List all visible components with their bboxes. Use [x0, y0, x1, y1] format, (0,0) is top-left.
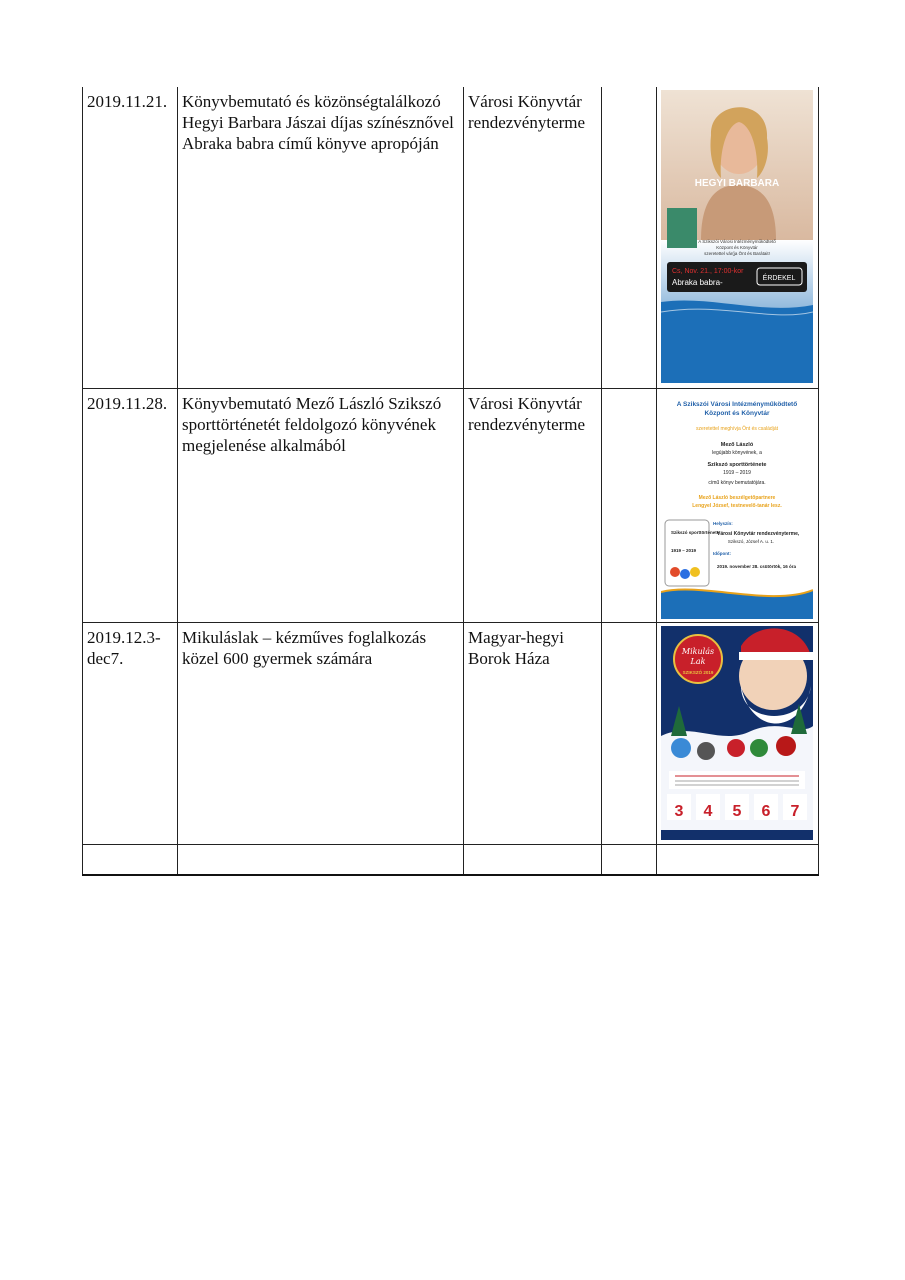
event-date: 2019.12.3-dec7.: [83, 623, 178, 845]
poster-button: ÉRDEKEL: [762, 275, 796, 282]
poster-sporttortenet: [661, 392, 813, 619]
poster-day: 5: [732, 803, 742, 820]
poster-day: 3: [674, 803, 684, 820]
event-date: [83, 845, 178, 876]
event-date: 2019.11.28.: [83, 389, 178, 623]
event-date: 2019.11.21.: [83, 87, 178, 389]
event-place: [464, 845, 602, 876]
poster-presentation: című könyv bemutatójára.: [708, 480, 766, 486]
poster-time-label: Időpont:: [713, 551, 731, 556]
poster-event-date: Cs, Nov. 21., 17:00-kor: [672, 268, 744, 275]
poster-day: 4: [703, 803, 713, 820]
poster-heading2: Központ és Könyvtár: [704, 410, 770, 417]
event-extra: [602, 87, 657, 389]
event-description: Mikuláslak – kézműves foglalkozás közel 600 gyermek számára: [178, 623, 464, 845]
poster-author: Mező László: [720, 442, 754, 448]
poster-author2: legújabb könyvének, a: [712, 450, 762, 456]
poster-cover-years: 1919 – 2019: [671, 548, 697, 553]
poster-book: Szikszó sporttörténete: [707, 462, 767, 468]
poster-cell: [657, 389, 819, 623]
poster-cell: [657, 87, 819, 389]
table-row: [83, 87, 819, 389]
table-row: [83, 389, 819, 623]
poster-mikulaslak: [661, 626, 813, 840]
poster-time: 2019. november 28. csütörtök, 16 óra: [717, 564, 797, 569]
event-description: [178, 845, 464, 876]
poster-cell: [657, 845, 819, 876]
event-description: Könyvbemutató Mező László Szikszó sporttörténetét feldolgozó könyvének megjelenése alkalmából: [178, 389, 464, 623]
poster-hegyi-barbara: [661, 90, 813, 383]
poster-venue-label: Helyszín:: [713, 521, 733, 526]
poster-line1: A Szikszói Városi Intézményműködtető: [698, 239, 776, 244]
poster-partner2: Lengyel József, testnevelő-tanár lesz.: [692, 503, 782, 509]
poster-cover-title: Szikszó sporttörténete: [671, 530, 720, 535]
event-extra: [602, 389, 657, 623]
event-place: Városi Könyvtár rendezvényterme: [464, 87, 602, 389]
poster-logo1: Mikulás: [681, 647, 715, 656]
poster-cell: [657, 623, 819, 845]
poster-event-name: Abraka babra-: [672, 278, 723, 287]
poster-heading1: A Szikszói Városi Intézményműködtető: [676, 401, 798, 408]
event-extra: [602, 623, 657, 845]
events-table: [82, 87, 819, 876]
event-extra: [602, 845, 657, 876]
event-description: Könyvbemutató és közönségtalálkozó Hegyi Barbara Jászai díjas színésznővel Abraka babra című könyve apropóján: [178, 87, 464, 389]
poster-address: Szikszó, József A. u. 1.: [727, 539, 775, 544]
event-place: Városi Könyvtár rendezvényterme: [464, 389, 602, 623]
poster-years: 1919 – 2019: [723, 470, 751, 476]
poster-days: [667, 794, 807, 820]
poster-line3: szeretettel vár(ja Önt és Barátait!: [704, 251, 770, 256]
poster-logo2: Lak: [690, 657, 706, 666]
poster-venue: Városi Könyvtár rendezvényterme,: [717, 531, 800, 537]
poster-logo3: SZIKSZÓ 2019: [682, 670, 714, 675]
poster-day: 7: [790, 803, 800, 820]
table-row: [83, 845, 819, 876]
poster-invite: szeretettel meghívja Önt és családját: [696, 426, 778, 432]
poster-partner1: Mező László beszélgetőpartnere: [698, 495, 776, 501]
event-place: Magyar-hegyi Borok Háza: [464, 623, 602, 845]
poster-line2: Központ és Könyvtár: [716, 245, 758, 250]
table-row: [83, 623, 819, 845]
poster-title: HEGYI BARBARA: [694, 178, 780, 189]
poster-day: 6: [761, 803, 771, 820]
